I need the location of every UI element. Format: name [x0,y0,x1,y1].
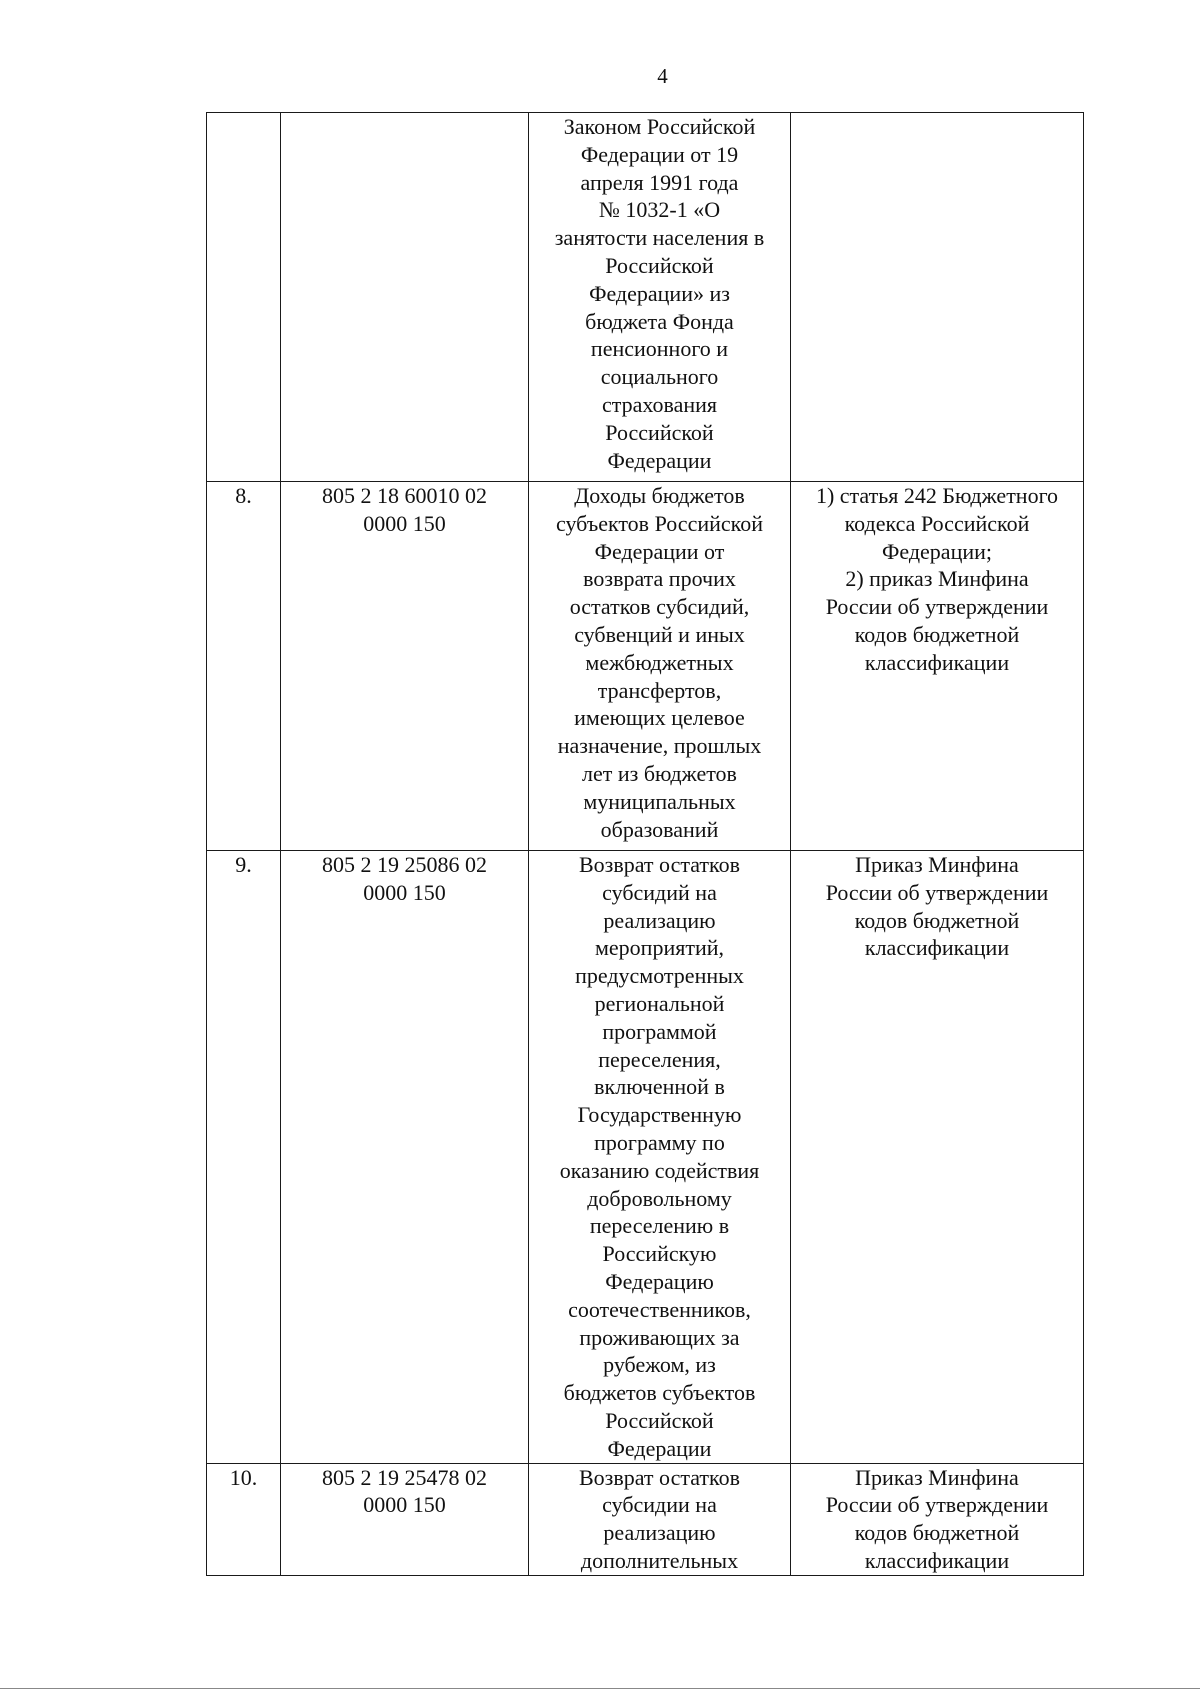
code-cell [281,482,529,851]
table-row [207,1463,1084,1575]
legal-basis: 1) статья 242 Бюджетного кодекса Российской Федерации; 2) приказ Минфина России об утверждении кодов бюджетной классификации [815,483,1059,675]
revenue-name: Возврат остатков субсидии на реализацию дополнительных [578,1464,741,1573]
budget-code: 805 2 19 25086 02 0000 150 [322,852,487,905]
basis-cell [791,1463,1084,1575]
row-number: 9. [235,852,252,877]
page-bottom-rule [0,1688,1200,1689]
name-cell [529,851,791,1464]
name-cell [529,113,791,482]
code-cell [281,113,529,482]
revenue-name: Возврат остатков субсидий на реализацию мероприятий, предусмотренных региональной программой переселения, включенной в Государственную программу по оказанию содействия добровольному переселению в Российскую Федерацию соотечественников, проживающих за рубежом, из бюджетов субъектов Российской Федерации [559,852,760,1461]
row-number-cell [207,482,281,851]
table-row [207,851,1084,1464]
budget-code: 805 2 18 60010 02 0000 150 [322,483,487,536]
row-number-cell [207,1463,281,1575]
table-row [207,482,1084,851]
table-row [207,113,1084,482]
budget-codes-table [206,112,1084,1576]
budget-code: 805 2 19 25478 02 0000 150 [322,1464,487,1518]
basis-cell [791,113,1084,482]
legal-basis: Приказ Минфина России об утверждении кодов бюджетной классификации [825,852,1049,961]
name-cell [529,482,791,851]
name-cell [529,1463,791,1575]
basis-cell [791,482,1084,851]
row-number-cell [207,113,281,482]
page-number: 4 [657,64,668,88]
row-number: 10. [229,1464,258,1490]
legal-basis: Приказ Минфина России об утверждении кодов бюджетной классификации [825,1464,1049,1573]
revenue-name: Доходы бюджетов субъектов Российской Федерации от возврата прочих остатков субсидий, субвенций и иных межбюджетных трансфертов, имеющих целевое назначение, прошлых лет из бюджетов муниципальных образований [555,483,763,842]
code-cell [281,1463,529,1575]
code-cell [281,851,529,1464]
revenue-name: Законом Российской Федерации от 19 апреля 1991 года № 1032-1 «О занятости населения в Российской Федерации» из бюджета Фонда пенсионного и социального страхования Российской Федерации [554,114,765,473]
row-number-cell [207,851,281,1464]
row-number: 8. [235,483,252,508]
basis-cell [791,851,1084,1464]
